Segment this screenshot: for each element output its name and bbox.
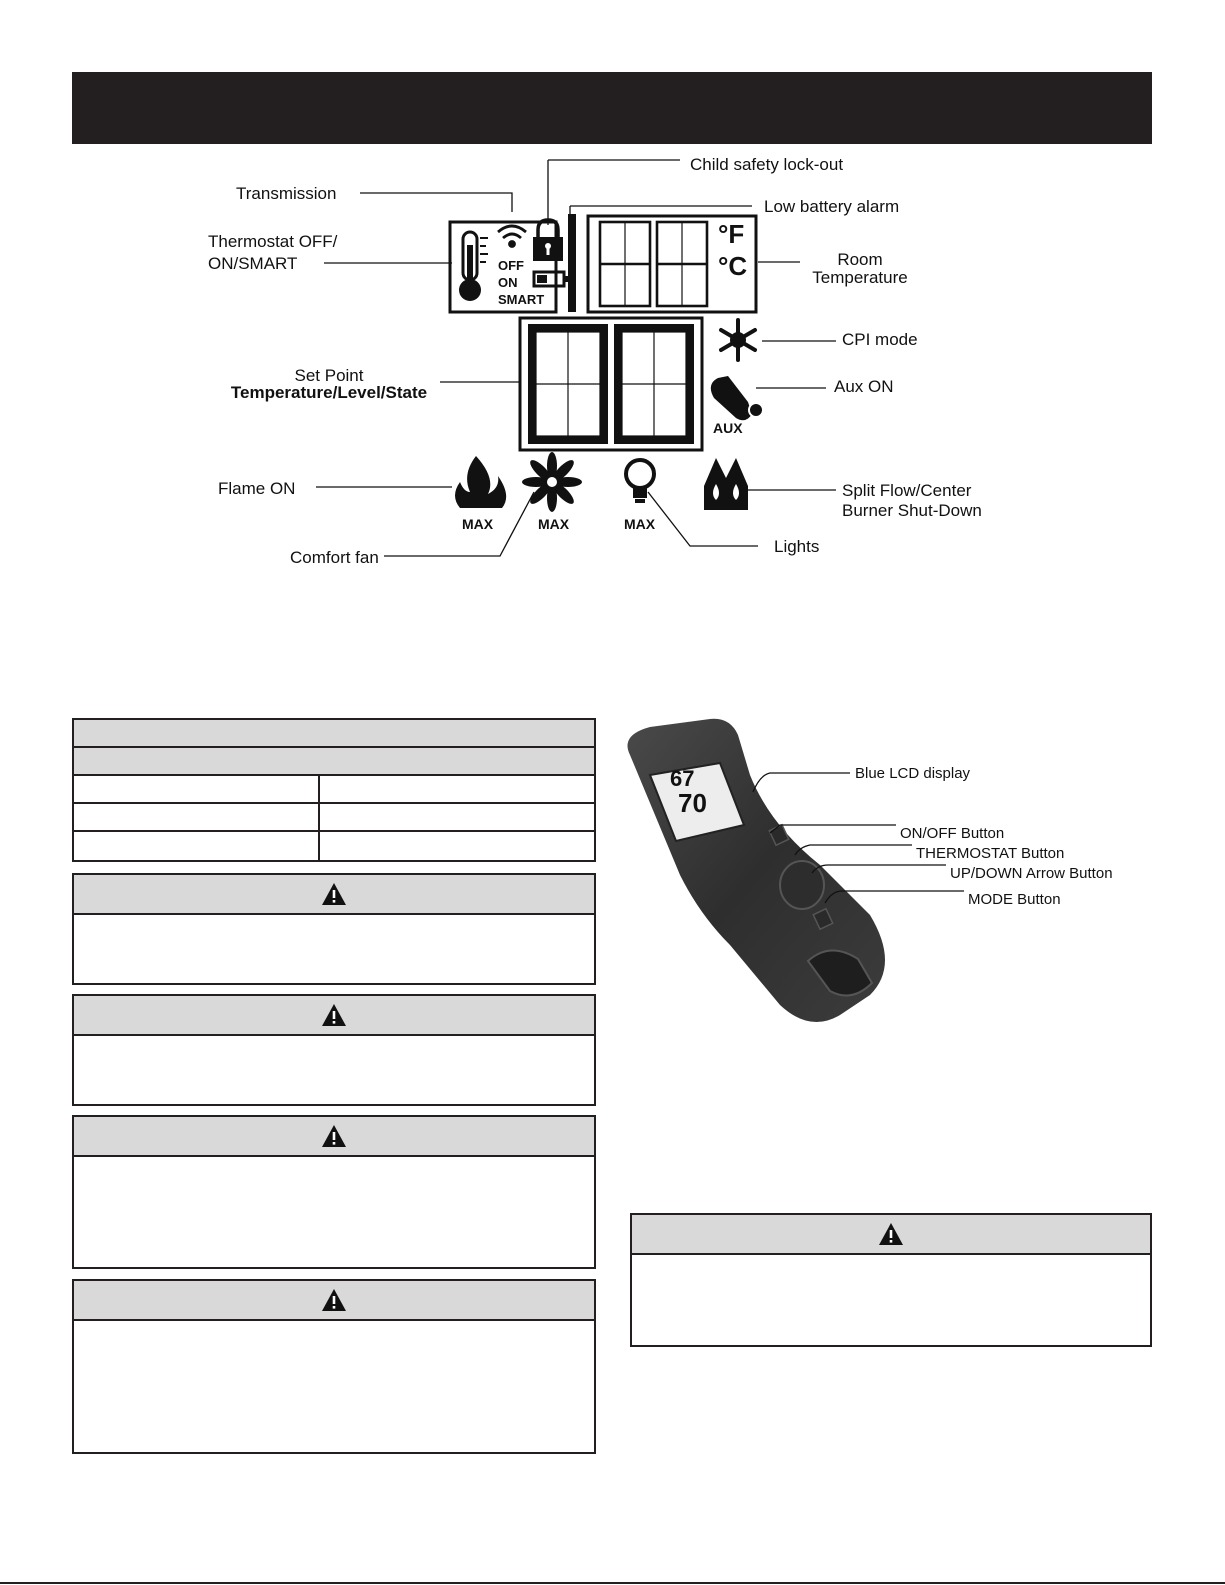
label-lights: Lights [774, 537, 820, 556]
lights-max-text: MAX [624, 516, 656, 532]
set-point-digits [528, 324, 694, 444]
lcd-diagram-graphics [0, 0, 1225, 600]
room-temperature-digits [600, 222, 707, 306]
low-battery-bar [568, 214, 576, 312]
flame-max-text: MAX [462, 516, 494, 532]
warning-triangle-icon [878, 1222, 904, 1246]
label-flame-on: Flame ON [218, 479, 296, 498]
bottom-rule [0, 1582, 1225, 1584]
leader-transmission [360, 193, 512, 212]
warning-box [630, 1213, 1152, 1347]
leader-on-off [770, 825, 896, 833]
fan-icon [522, 452, 582, 512]
label-set-point-line2: Temperature/Level/State [230, 383, 428, 402]
remote-screen-top-value: 67 [670, 766, 695, 791]
aux-hand-icon [711, 376, 763, 420]
thermostat-smart-text: SMART [498, 292, 545, 307]
table-row [74, 776, 594, 804]
label-split-flow-line1: Split Flow/Center [842, 481, 972, 500]
light-bulb-icon [626, 460, 654, 503]
warning-box [72, 873, 596, 985]
table-row [74, 804, 594, 832]
table-title-row [74, 720, 594, 748]
fahrenheit-unit: °F [718, 219, 745, 249]
remote-screen-bottom-value: 70 [678, 788, 707, 818]
label-blue-lcd: Blue LCD display [855, 765, 971, 782]
thermostat-on-text: ON [498, 275, 518, 290]
snowflake-icon [721, 320, 755, 360]
celsius-unit: °C [718, 251, 748, 281]
thermostat-off-text: OFF [498, 258, 524, 273]
leader-up-down [812, 865, 946, 873]
aux-text: AUX [713, 420, 743, 436]
warning-triangle-icon [321, 1288, 347, 1312]
flame-icon [455, 456, 506, 508]
warning-box [72, 994, 596, 1106]
leader-blue-lcd [753, 773, 850, 792]
label-thermostat-line2: ON/SMART [208, 254, 298, 273]
label-mode-button: MODE Button [968, 891, 1061, 908]
label-transmission: Transmission [236, 184, 337, 203]
thermometer-icon [459, 232, 488, 301]
label-on-off-button: ON/OFF Button [900, 825, 1005, 842]
transmission-icon [498, 226, 526, 247]
label-room-temp-line1: Room [837, 250, 883, 269]
specifications-table [72, 718, 596, 862]
label-thermostat-line1: Thermostat OFF/ [208, 232, 338, 251]
label-cpi-mode: CPI mode [842, 330, 918, 349]
label-room-temp-line2: Temperature [812, 268, 908, 287]
warning-box [72, 1115, 596, 1269]
label-set-point-line1: Set Point [294, 366, 364, 385]
label-aux-on: Aux ON [834, 377, 894, 396]
warning-triangle-icon [321, 882, 347, 906]
warning-triangle-icon [321, 1003, 347, 1027]
label-split-flow-line2: Burner Shut-Down [842, 501, 982, 520]
split-flow-burner-icon [704, 458, 748, 510]
label-up-down-button: UP/DOWN Arrow Button [950, 865, 1113, 882]
warning-triangle-icon [321, 1124, 347, 1148]
padlock-icon [533, 220, 563, 261]
label-comfort-fan: Comfort fan [290, 548, 379, 567]
label-low-battery: Low battery alarm [764, 197, 900, 216]
label-child-lock: Child safety lock-out [690, 155, 844, 174]
battery-icon [534, 272, 568, 286]
table-header-row [74, 748, 594, 776]
table-row [74, 832, 594, 860]
leader-thermostat-button [795, 845, 912, 855]
label-thermostat-button: THERMOSTAT Button [916, 845, 1065, 862]
warning-box [72, 1279, 596, 1454]
fan-max-text: MAX [538, 516, 570, 532]
